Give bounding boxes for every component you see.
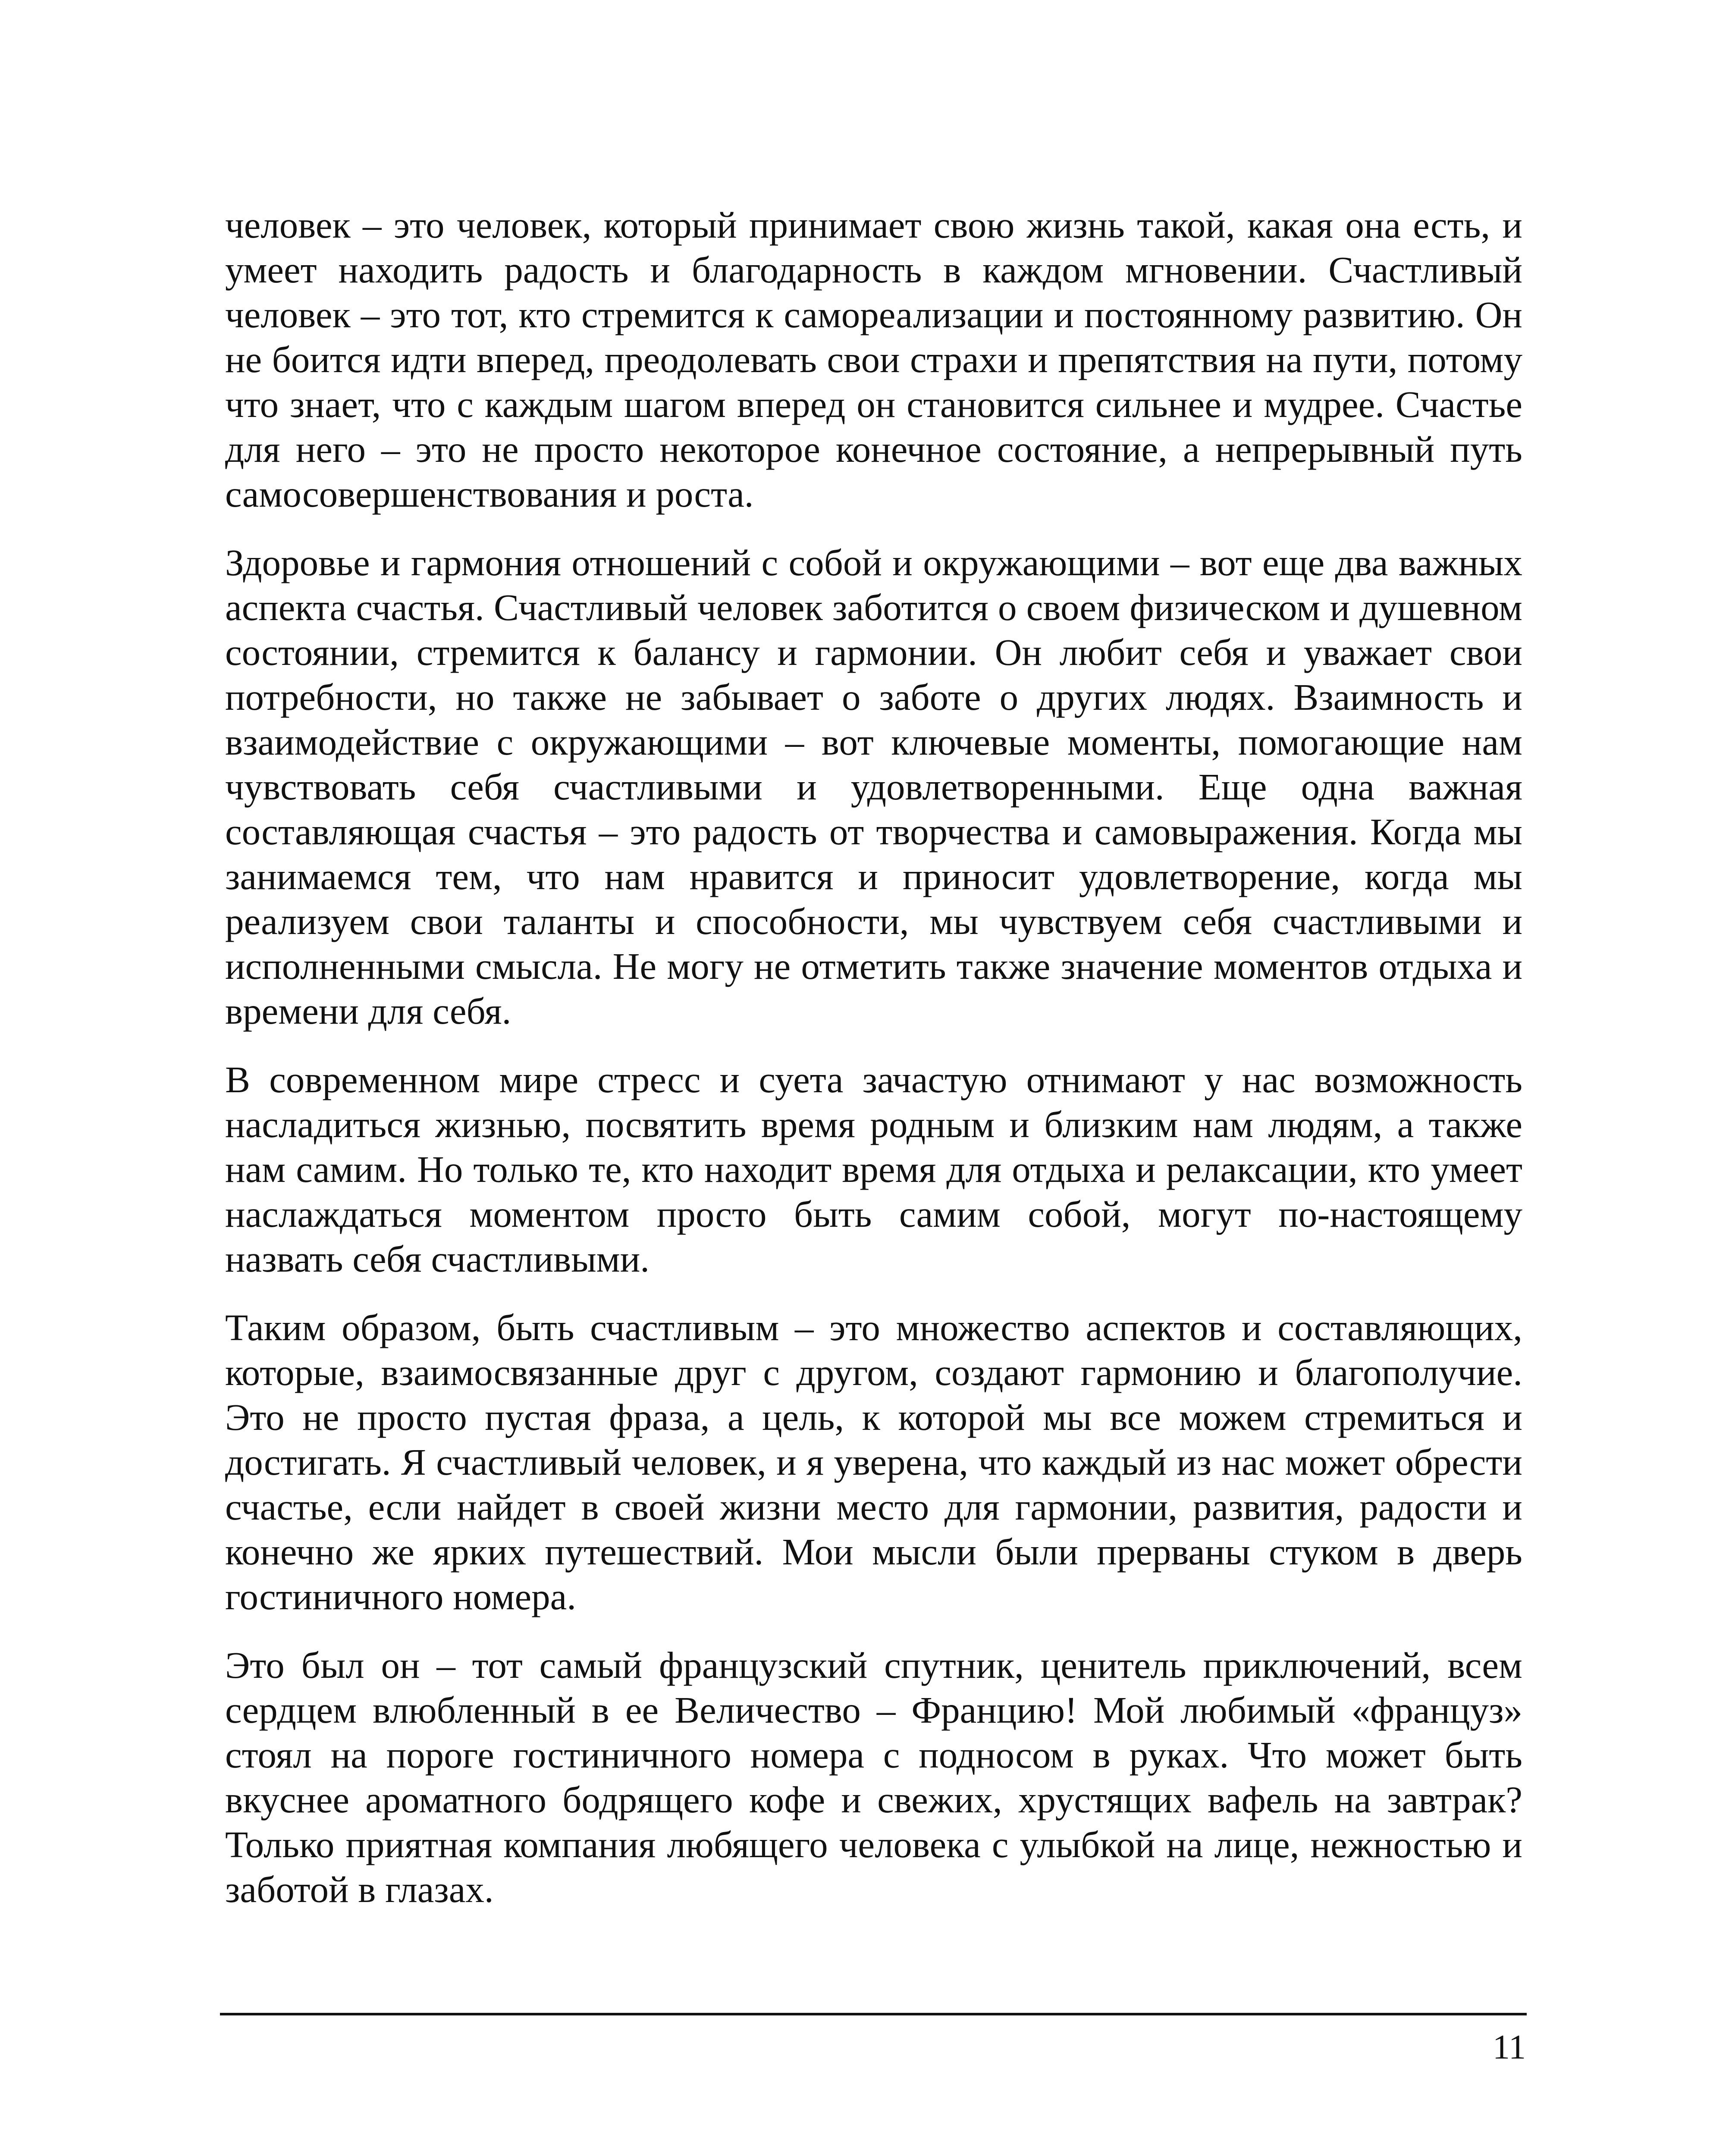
body-text <box>225 203 1522 1936</box>
paragraph: Таким образом, быть счастливым – это множество аспектов и составляющих, которые, взаимосвязанные друг с другом, создают гармонию и благополучие. Это не просто пустая фраза, а цель, к которой мы все можем стремиться и достигать. Я счастливый человек, и я уверена, что каждый из нас может обрести счастье, если найдет в своей жизни место для гармонии, развития, радости и конечно же ярких путешествий. Мои мысли были прерваны стуком в дверь гостиничного номера. <box>225 1307 1522 1617</box>
paragraph: Это был он – тот самый французский спутник, ценитель приключений, всем сердцем влюбленный в ее Величество – Францию! Мой любимый «француз» стоял на пороге гостиничного номера с подносом в руках. Что может быть вкуснее ароматного бодрящего кофе и свежих, хрустящих вафель на завтрак? Только приятная компания любящего человека с улыбкой на лице, нежностью и заботой в глазах. <box>225 1644 1522 1910</box>
footer-divider <box>220 2013 1527 2015</box>
page-number: 11 <box>1492 2028 1526 2066</box>
paragraph: Здоровье и гармония отношений с собой и окружающими – вот еще два важных аспекта счастья. Счастливый человек заботится о своем физическом и душевном состоянии, стремится к балансу и гармонии. Он любит себя и уважает свои потребности, но также не забывает о заботе о других людях. Взаимность и взаимодействие с окружающими – вот ключевые моменты, помогающие нам чувствовать себя счастливыми и удовлетворенными. Еще одна важная составляющая счастья – это радость от творчества и самовыражения. Когда мы занимаемся тем, что нам нравится и приносит удовлетворение, когда мы реализуем свои таланты и способности, мы чувствуем себя счастливыми и исполненными смысла. Не могу не отметить также значение моментов отдыха и времени для себя. <box>225 542 1522 1032</box>
paragraph: В современном мире стресс и суета зачастую отнимают у нас возможность насладиться жизнью, посвятить время родным и близким нам людям, а также нам самим. Но только те, кто находит время для отдыха и релаксации, кто умеет наслаждаться моментом просто быть самим собой, могут по-настоящему назвать себя счастливыми. <box>225 1059 1522 1280</box>
paragraph: человек – это человек, который принимает свою жизнь такой, какая она есть, и умеет находить радость и благодарность в каждом мгновении. Счастливый человек – это тот, кто стремится к самореализации и постоянному развитию. Он не боится идти вперед, преодолевать свои страхи и препятствия на пути, потому что знает, что с каждым шагом вперед он становится сильнее и мудрее. Счастье для него – это не просто некоторое конечное состояние, а непрерывный путь самосовершенствования и роста. <box>225 204 1522 515</box>
